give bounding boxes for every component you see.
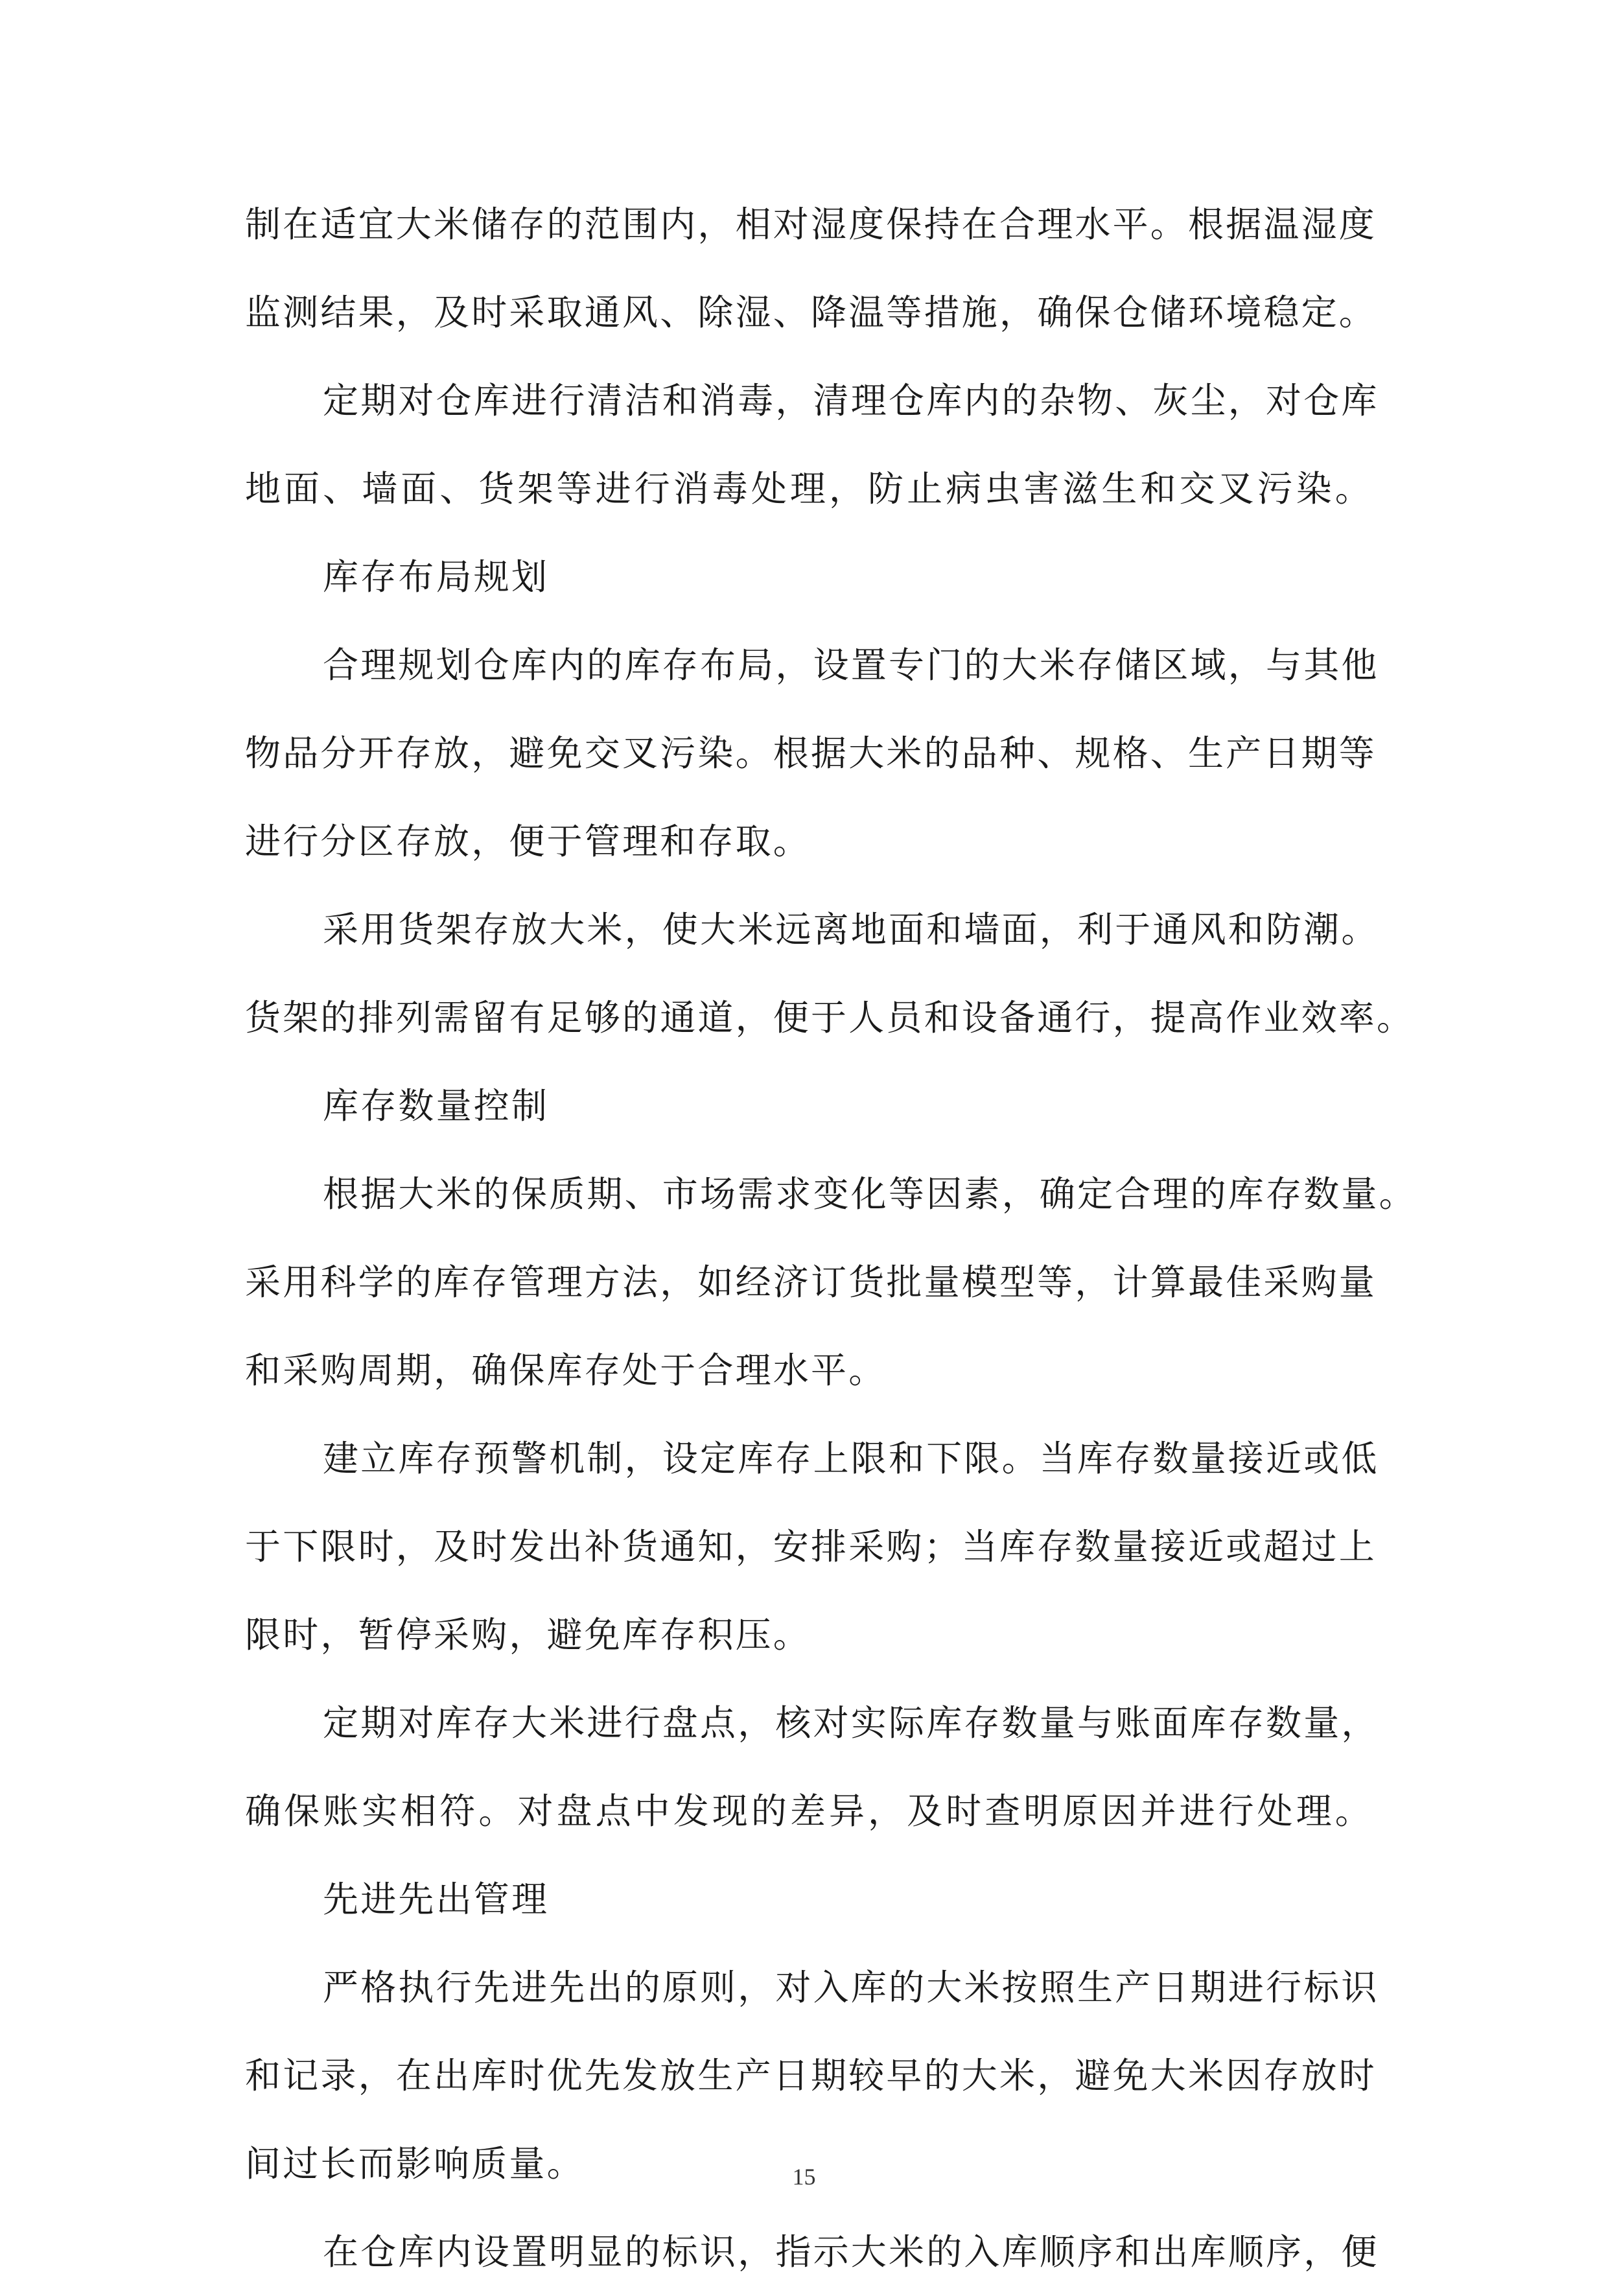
section-heading: 库存数量控制 [323, 1085, 550, 1127]
paragraph-line: 根据大米的保质期、市场需求变化等因素，确定合理的库存数量。 [323, 1173, 1417, 1215]
paragraph-line: 监测结果，及时采取通风、除湿、降温等措施，确保仓储环境稳定。 [245, 292, 1377, 333]
paragraph-line: 采用货架存放大米，使大米远离地面和墙面，利于通风和防潮。 [323, 909, 1379, 950]
paragraph-line: 限时，暂停采购，避免库存积压。 [245, 1614, 811, 1656]
paragraph-line: 定期对仓库进行清洁和消毒，清理仓库内的杂物、灰尘，对仓库 [323, 380, 1379, 421]
paragraph-line: 严格执行先进先出的原则，对入库的大米按照生产日期进行标识 [323, 1967, 1379, 2008]
paragraph-line: 地面、墙面、货架等进行消毒处理，防止病虫害滋生和交叉污染。 [245, 468, 1373, 510]
paragraph-line: 和采购周期，确保库存处于合理水平。 [245, 1350, 887, 1391]
paragraph-line: 和记录，在出库时优先发放生产日期较早的大米，避免大米因存放时 [245, 2055, 1377, 2096]
paragraph-line: 间过长而影响质量。 [245, 2143, 585, 2185]
paragraph-line: 建立库存预警机制，设定库存上限和下限。当库存数量接近或低 [323, 1438, 1379, 1479]
paragraph-line: 货架的排列需留有足够的通道，便于人员和设备通行，提高作业效率。 [245, 997, 1415, 1038]
paragraph-line: 合理规划仓库内的库存布局，设置专门的大米存储区域，与其他 [323, 644, 1379, 686]
section-heading: 库存布局规划 [323, 556, 550, 598]
page-number: 15 [792, 2164, 816, 2190]
paragraph-line: 于下限时，及时发出补货通知，安排采购；当库存数量接近或超过上 [245, 1526, 1377, 1567]
section-heading: 先进先出管理 [323, 1879, 550, 1920]
document-body [245, 180, 1417, 2296]
paragraph-line: 确保账实相符。对盘点中发现的差异，及时查明原因并进行处理。 [245, 1790, 1373, 1832]
paragraph-line: 进行分区存放，便于管理和存取。 [245, 821, 811, 862]
paragraph-line: 物品分开存放，避免交叉污染。根据大米的品种、规格、生产日期等 [245, 732, 1377, 774]
paragraph-line: 定期对库存大米进行盘点，核对实际库存数量与账面库存数量， [323, 1702, 1379, 1744]
paragraph-line: 采用科学的库存管理方法，如经济订货批量模型等，计算最佳采购量 [245, 1261, 1377, 1303]
paragraph-line: 在仓库内设置明显的标识，指示大米的入库顺序和出库顺序，便 [323, 2231, 1379, 2273]
paragraph-line: 制在适宜大米储存的范围内，相对湿度保持在合理水平。根据温湿度 [245, 204, 1377, 245]
